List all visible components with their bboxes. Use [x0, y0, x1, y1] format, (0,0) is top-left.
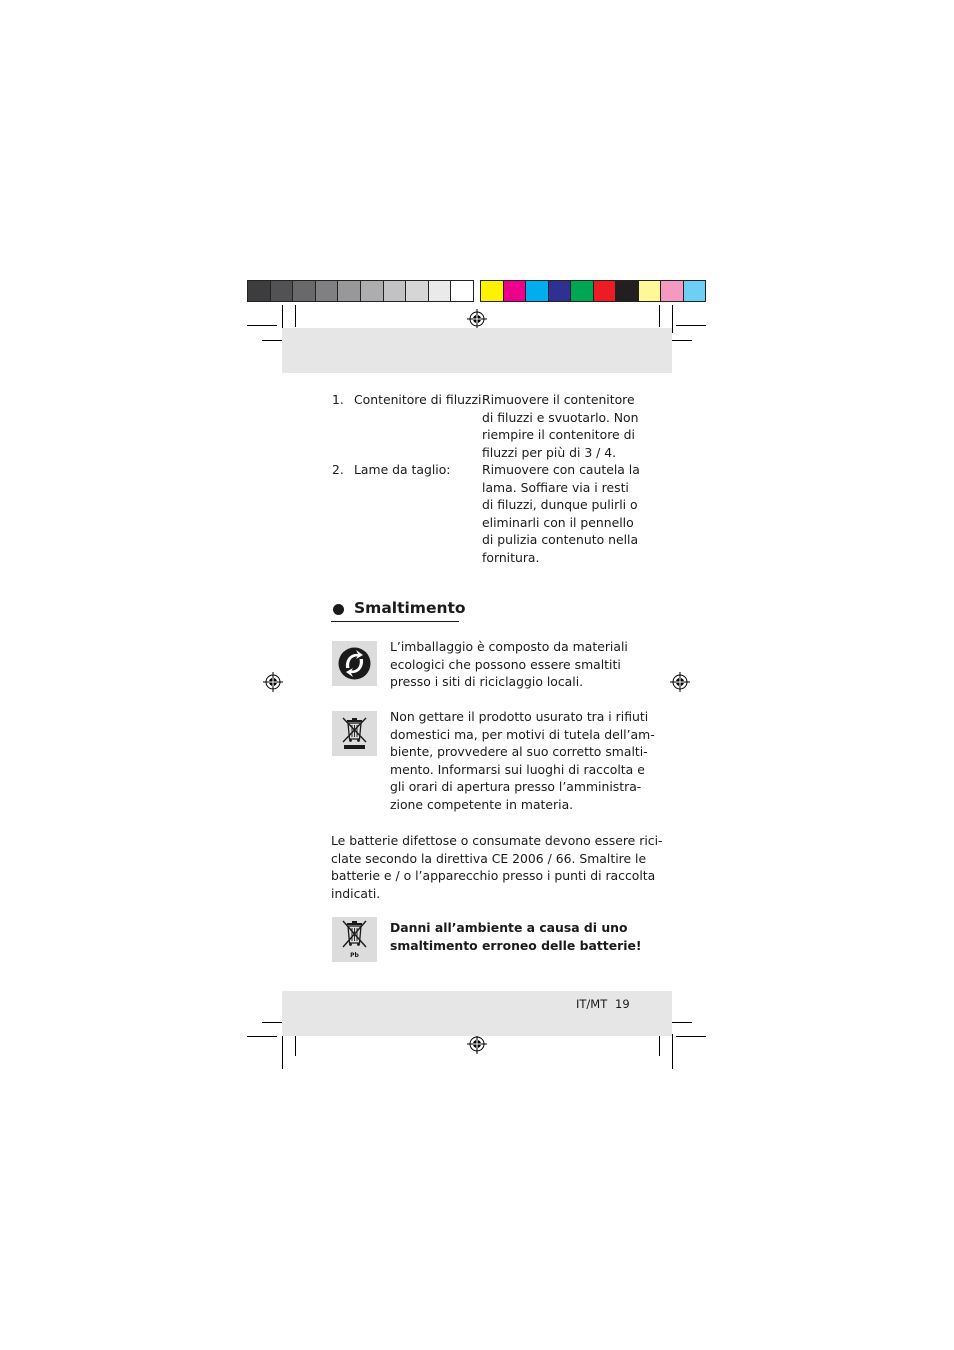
crossed-bin-pb-icon	[332, 917, 377, 962]
crop-mark	[676, 1036, 706, 1037]
color-swatch	[594, 281, 617, 301]
step-2-line: Rimuovere con cautela la	[482, 462, 640, 477]
step-1-label: Contenitore di filuzzi:	[354, 392, 486, 407]
footer-band	[282, 991, 672, 1036]
gray-swatch	[248, 281, 271, 301]
crop-mark	[295, 1034, 296, 1056]
crop-mark	[262, 1022, 282, 1023]
step-1-line: di filuzzi e svuotarlo. Non	[482, 409, 639, 425]
step-1-line: filuzzi per più di 3 / 4.	[482, 444, 617, 460]
warning-line: smaltimento erroneo delle batterie!	[390, 937, 642, 953]
gray-swatch	[316, 281, 339, 301]
color-swatch	[661, 281, 684, 301]
packaging-line: ecologici che possono essere smaltiti	[390, 656, 621, 672]
registration-mark-icon	[467, 1034, 487, 1054]
crop-mark	[247, 325, 277, 326]
weee-line: biente, provvedere al suo corretto smalti-	[390, 744, 648, 760]
step-1-line: Rimuovere il contenitore	[482, 392, 635, 407]
section-title: Smaltimento	[354, 599, 466, 617]
crop-mark	[659, 305, 660, 327]
gray-swatch	[293, 281, 316, 301]
green-dot-recycling-icon	[332, 641, 377, 686]
bullet-icon	[333, 604, 344, 615]
step-1-line: riempire il contenitore di	[482, 427, 635, 443]
color-swatch	[526, 281, 549, 301]
gray-swatch	[271, 281, 294, 301]
packaging-line: presso i siti di riciclaggio locali.	[390, 674, 584, 690]
step-2-line: di pulizia contenuto nella	[482, 532, 639, 548]
step-2-line: lama. Soffiare via i resti	[482, 479, 629, 495]
registration-mark-icon	[467, 309, 487, 329]
section-heading	[331, 598, 466, 622]
color-swatch	[549, 281, 572, 301]
gray-swatch	[361, 281, 384, 301]
gray-swatch	[429, 281, 452, 301]
gray-color-bar	[247, 280, 474, 302]
gray-swatch	[406, 281, 429, 301]
battery-line: clate secondo la direttiva CE 2006 / 66. Smaltire le	[331, 850, 647, 866]
color-swatch	[639, 281, 662, 301]
weee-line: domestici ma, per motivi di tutela dell’am-	[390, 726, 655, 742]
gray-swatch	[451, 281, 473, 301]
step-2-line: eliminarli con il pennello	[482, 514, 634, 530]
color-swatch	[616, 281, 639, 301]
crop-mark	[659, 1034, 660, 1056]
battery-line: Le batterie difettose o consumate devono essere rici-	[331, 833, 663, 848]
warning-line: Danni all’ambiente a causa di uno	[390, 920, 628, 935]
footer-language: IT/MT	[576, 997, 608, 1011]
battery-line: batterie e / o l’apparecchio presso i punti di raccolta	[331, 868, 656, 884]
gray-swatch	[384, 281, 407, 301]
color-swatch	[481, 281, 504, 301]
page-number: 19	[615, 997, 630, 1011]
header-band	[282, 328, 672, 373]
crop-mark	[672, 1034, 673, 1069]
crop-mark	[672, 340, 692, 341]
color-swatch	[684, 281, 706, 301]
step-2-line: di filuzzi, dunque pulirli o	[482, 497, 638, 513]
process-color-bar	[480, 280, 706, 302]
battery-line: indicati.	[331, 885, 381, 901]
crop-mark	[247, 1036, 277, 1037]
color-swatch	[504, 281, 527, 301]
crop-mark	[672, 1022, 692, 1023]
weee-line: gli orari di apertura presso l’amministra-	[390, 779, 642, 795]
crop-mark	[672, 305, 673, 333]
registration-mark-icon	[670, 672, 690, 692]
step-2-label: Lame da taglio:	[354, 462, 451, 477]
weee-line: Non gettare il prodotto usurato tra i rifiuti	[390, 709, 649, 724]
pb-label: Pb	[350, 952, 359, 959]
gray-swatch	[338, 281, 361, 301]
packaging-line: L’imballaggio è composto da materiali	[390, 639, 628, 654]
step-2-line: fornitura.	[482, 550, 540, 565]
step-2-number: 2.	[332, 462, 344, 477]
crop-mark	[262, 340, 282, 341]
registration-mark-icon	[263, 672, 283, 692]
weee-line: mento. Informarsi sui luoghi di raccolta e	[390, 761, 645, 777]
color-swatch	[571, 281, 594, 301]
weee-line: zione competente in materia.	[390, 797, 574, 812]
step-1-number: 1.	[332, 392, 344, 407]
crop-mark	[295, 305, 296, 327]
crossed-bin-icon	[332, 711, 377, 756]
crop-mark	[676, 325, 706, 326]
crop-mark	[282, 1034, 283, 1069]
